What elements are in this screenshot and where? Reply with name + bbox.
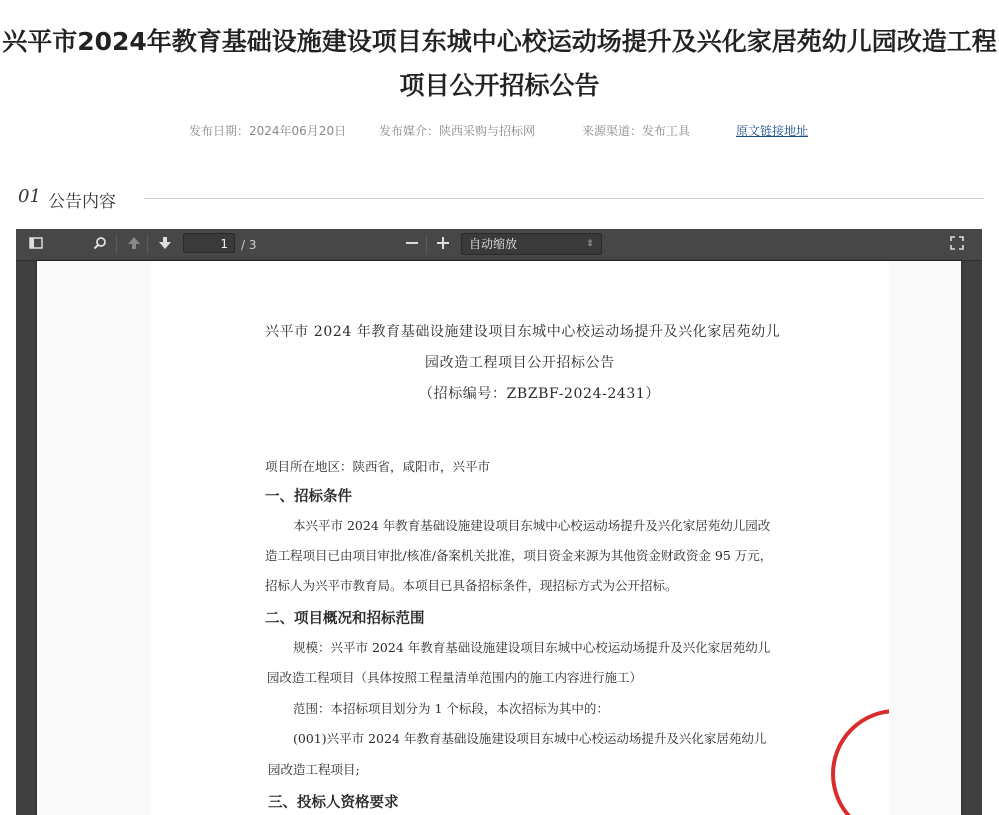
doc-paragraph: 造工程项目已由项目审批/核准/备案机关批准，项目资金来源为其他资金财政资金 95 万元， <box>265 548 773 563</box>
doc-location: 项目所在地区：陕西省，咸阳市，兴平市 <box>265 459 491 474</box>
toolbar-separator <box>116 235 117 254</box>
page-number-input[interactable]: 1 <box>183 233 235 253</box>
doc-paragraph: 园改造工程项目（具体按照工程量清单范围内的施工内容进行施工） <box>267 670 643 685</box>
pdf-toolbar <box>16 229 982 261</box>
doc-paragraph: 本兴平市 2024 年教育基础设施建设项目东城中心校运动场提升及兴化家居苑幼儿园改 <box>293 518 771 533</box>
select-arrows-icon: ⇳ <box>586 239 594 249</box>
publish-media: 发布媒介：陕西采购与招标网 <box>379 124 536 138</box>
fullscreen-icon[interactable] <box>947 235 967 255</box>
zoom-value: 自动缩放 <box>469 237 518 251</box>
zoom-select[interactable] <box>461 233 602 255</box>
toolbar-separator <box>147 235 148 254</box>
title-line-1: 兴平市2024年教育基础设施建设项目东城中心校运动场提升及兴化家居苑幼儿园改造工程 <box>2 27 997 56</box>
publish-date: 发布日期：2024年06月20日 <box>189 124 347 138</box>
section-header <box>18 184 984 210</box>
doc-tender-number: （招标编号：ZBZBF-2024-2431） <box>419 386 661 402</box>
doc-section-2: 二、项目概况和招标范围 <box>265 611 425 627</box>
doc-paragraph: 范围：本招标项目划分为 1 个标段，本次招标为其中的： <box>293 701 609 716</box>
zoom-in-icon[interactable] <box>433 235 453 255</box>
next-page-icon[interactable] <box>155 235 175 255</box>
doc-section-1: 一、招标条件 <box>265 489 352 505</box>
pdf-viewer <box>16 229 982 815</box>
title-line-2: 项目公开招标公告 <box>399 71 600 100</box>
original-link[interactable]: 原文链接地址 <box>736 124 809 138</box>
doc-paragraph: (001)兴平市 2024 年教育基础设施建设项目东城中心校运动场提升及兴化家居苑幼儿 <box>293 731 767 746</box>
source-channel: 来源渠道：发布工具 <box>582 124 691 138</box>
official-seal <box>831 709 889 815</box>
page-title <box>0 20 999 108</box>
search-icon[interactable] <box>90 235 110 255</box>
section-label: 公告内容 <box>48 192 116 212</box>
prev-page-icon[interactable] <box>124 235 144 255</box>
doc-paragraph: 园改造工程项目; <box>268 762 360 777</box>
doc-heading-line1: 兴平市 2024 年教育基础设施建设项目东城中心校运动场提升及兴化家居苑幼儿 <box>265 324 781 340</box>
zoom-out-icon[interactable] <box>402 235 422 255</box>
sidebar-toggle-icon[interactable] <box>26 235 46 255</box>
scanned-document <box>151 261 889 815</box>
doc-paragraph: 招标人为兴平市教育局。本项目已具备招标条件，现招标方式为公开招标。 <box>265 578 678 593</box>
section-number: 01 <box>18 186 41 207</box>
pdf-page <box>37 261 961 815</box>
toolbar-separator <box>426 235 427 254</box>
doc-paragraph: 规模：兴平市 2024 年教育基础设施建设项目东城中心校运动场提升及兴化家居苑幼儿 <box>293 640 771 655</box>
doc-heading-line2: 园改造工程项目公开招标公告 <box>425 355 615 371</box>
page-total: / 3 <box>241 238 257 252</box>
section-divider <box>144 198 984 199</box>
doc-section-3: 三、投标人资格要求 <box>268 795 399 811</box>
